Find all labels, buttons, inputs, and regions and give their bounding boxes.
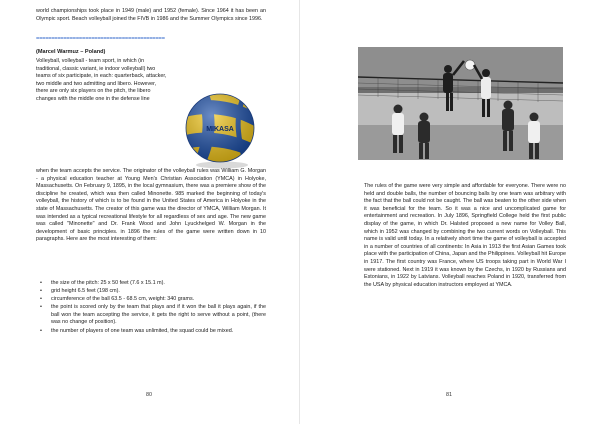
rules-history-paragraph: The rules of the game were very simple and affordable for everyone. There were no held and double balls, the number of bouncing balls by one team was arbitrary with the fact that the ball could not be caught. The ball was beaten to the other side when it was beneficial for the team. So it was a nice and uncomplicated game for entertainment and recreation. In July 1896, Springfield College held the first public display of the game, in which Dr. Halsted proposed a new name for Volley Ball, which in 1952 was changed by combining the two current words on Volleyball. This name is valid until today. In a relatively short time the game of volleyball is accepted in a number of countries of all continents: In Asia in 1913 the first Asian Games took place with the participation of China, Japan and the Philippines. Volleyball hit Europe in 1917. The first country was France, where US troops taking part in World War I were stationed. Next in 1919 it was known by the Czechs, in 1920 by Russians and Estonians, in 1922 by Latvians. Volleyball reaches Poland in 1920, transferred from the USA by physical education instructors employed at YMCA.	[364, 183, 566, 288]
volleyball-image	[176, 88, 264, 170]
right-page	[300, 0, 600, 424]
intro-paragraph: world championships took place in 1949 (male) and 1952 (female). Since 1964 it has been an Olympic sport. Beach volleyball joined the FIVB in 1986 and the Summer Olympics since 1996.	[36, 8, 266, 22]
list-item: • the number of players of one team was unlimited, the squad could be mixed.	[40, 327, 234, 334]
list-item: • circumference of the ball 63.5 - 68.5 cm, weight: 340 grams.	[40, 296, 195, 303]
ball-logo: MIKASA	[206, 126, 234, 133]
list-item: • the point is scored only by the team that plays and if it won the ball it plays again, if the ball won the team accepting the service, it gets the right to serve without a point, (there was no change of position).	[40, 304, 266, 326]
section-divider: ==========================================	[36, 36, 165, 42]
list-item: • the size of the pitch: 25 x 50 feet (7.6 x 15.1 m).	[40, 280, 165, 286]
page-number-right: 81	[446, 392, 452, 398]
rules-list	[36, 280, 266, 336]
history-paragraph: when the team accepts the service. The originator of the volleyball rules was William G. Morgan - a physical education teacher at Young Men's Christian Association (YMCA) in Holyoke, Massachusetts. On February 9, 1895, in the local gymnasium, there was a premiere show of the discipline he created, which was then called Minonette. 985 marked the beginning of today's volleyball, the history of which is to be found in the United States of America in Holyoke in the state of Massachusetts. The creator of this game was the director of YMCA, William Morgan. It was intended as a typical recreational lifestyle for all regardless of sex and age. The new game was called "Minonette" and Dr. Frank Wood and John Lyuckhelged W. Morgan in the development of basic principles. in 1896 the rules of the game were written down in 10 paragraphs. Here are the most interesting of them:	[36, 168, 266, 243]
page-number-left: 80	[146, 392, 152, 398]
author-heading: (Marcel Warmuz – Poland)	[36, 49, 106, 55]
volleyball-definition-paragraph: Volleyball, volleyball - team sport, in which (in traditional, classic variant, ie indoor volleyball) two teams of six participate, in each: quarterback, attacker, two middle and two admitting and libero. However, there are only six players on the pitch, the libero changes with the middle one in the defense line	[36, 58, 167, 102]
list-item: • grid height 6.5 feet (198 cm).	[40, 288, 120, 295]
match-photo	[358, 47, 563, 160]
